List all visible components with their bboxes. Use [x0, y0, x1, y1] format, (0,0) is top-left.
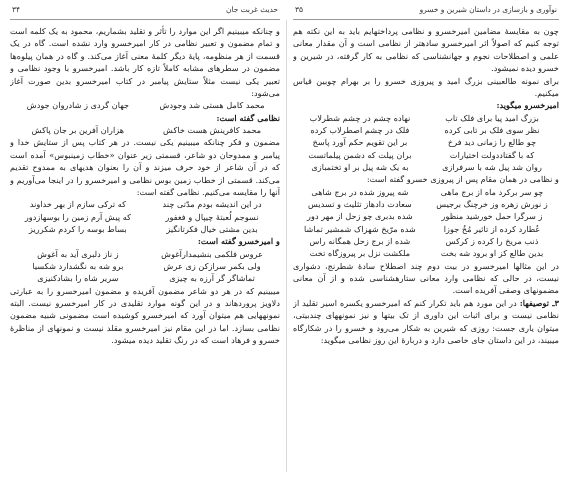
verse-block-1 [10, 99, 280, 111]
hemistich: محمد کافرینش هست خاکش [163, 125, 262, 136]
section-paragraph [293, 297, 559, 347]
left-page-header [10, 0, 280, 20]
hemistich: نهاده چشم در چشم شطرلاب [309, 112, 411, 123]
running-title: حدیث غربت جان [226, 5, 278, 14]
verse-block-4 [10, 248, 280, 285]
hemistich: سعادت دادهاز تثلیث و تسدیس [307, 199, 412, 210]
hemistich: ز نورش زهره وز خرچنگ برجیس [436, 199, 548, 210]
hemistich: نسوجم لُعبتهٔ چیپال و فغفور [165, 211, 259, 222]
hemistich: برو شه به نگشدارد شکسیا [32, 261, 124, 272]
hemistich: چو طالع را زمانی دید فرخ [447, 137, 537, 148]
couplet [10, 211, 280, 223]
couplet [293, 161, 559, 173]
opening-paragraph: و چنانکه میبینیم اگر این موارد را تأثر و تقلید بشماریم، محمود به یک کلمه است و تمام مضمون و تعبیر نظامی در کار امیرخسرو وارد نشده است. گاه در یک قسمت از هر منظومه، پایهٔ دیگر کلمهٔ معنی آغاز می‌کند. و گاه در همان پیلوه‌ها مضمون در سطرهای مشابه کاملاً تازه کار باشد. امیرخسرو با وجود نظامی و تعبیر یکی نیست مثلاً ستایش پیامبر در کتاب امیرخسرو بدین صورت آغاز می‌شود: [10, 26, 280, 99]
couplet [293, 149, 559, 161]
hemistich: در این اندیشه بودم مدّتی چند [162, 199, 262, 210]
hemistich: چو سر برکرد ماه از برج ماهی [440, 186, 544, 197]
verse-block-2 [293, 186, 559, 260]
verse-block-1 [293, 112, 559, 173]
analysis-paragraph: در این مثالها امیرخسرو در بیت دوم چند اصطلاح سادهٔ شطرنج، دشواری نیست، در حالی که نظامی وارد معانی ستارهشناسی شده و از آن معانی مضمونهای وصفی آفریده است. [293, 260, 559, 296]
hemistich: به یک شه پیل بر او تختمبازی [311, 162, 409, 173]
hemistich: که با گفتاددولت اختیارات [449, 149, 535, 160]
hemistich: که ترکی سازم از بهر خداوند [29, 199, 126, 210]
couplet [293, 112, 559, 124]
poet-attribution: امیرخسرو میگوید: [496, 100, 559, 111]
right-page [293, 0, 559, 479]
hemistich: بدین مشتی خیال فکرتانگیز [166, 224, 258, 235]
hemistich: تماشاگر گر آرزه به چیزی [169, 273, 255, 284]
couplet [293, 247, 559, 259]
couplet [293, 198, 559, 210]
hemistich: شده بدبری چو زحل از مهر دور [307, 211, 413, 222]
hemistich: فلک در چشم اصطرلاب کرده [310, 125, 410, 136]
couplet [293, 124, 559, 136]
couplet [10, 223, 280, 235]
poet-attribution: نظامی گفته است: [216, 112, 280, 123]
hemistich: بزرگ امید پیا برای فلک تاب [445, 112, 539, 123]
verse-intro: برای نمونه طالعبینی بزرگ امید و پیروزی خسرو را بر بهرام چوبین قیاس میکنیم. [293, 75, 559, 99]
hemistich: نظر سوی فلک بر تابی کرده [444, 125, 540, 136]
couplet [10, 198, 280, 210]
hemistich: شه پیروز شده در برج شاهی [311, 186, 409, 197]
couplet [293, 136, 559, 148]
hemistich: محمد کامل هستی شد وجودش [159, 100, 265, 111]
hemistich: ز ناز دلبری آید به آغوش [37, 248, 119, 259]
couplet [10, 272, 280, 284]
couplet [10, 248, 280, 260]
middle-paragraph: مضمون و فکر چنانکه میبینیم یکی نیست. در هر کتاب پس از ستایش خدا و پیامبر و ممدوحان دو شاعر، قسمتی زیر عنوان «خطاب زمینبوس» آمده است که در آن شاعر از خود حرف میزند و آن را بعنوان هدیهای به ممدوح تقدیم می‌کند. قسمتی از خطاب زمین بوس نظامی و امیرخسرو را در اینجا می‌آوریم و آنها را مقایسه می‌کنیم. نظامی گفته است: [10, 137, 280, 198]
hemistich: ولی بکمر سرازکن زی عرش [163, 261, 261, 272]
hemistich: سریر شاه را بشادکنیزی [37, 273, 119, 284]
couplet [10, 99, 280, 111]
couplet [293, 186, 559, 198]
hemistich: بساط بوسه را کردم شکرریز [29, 224, 127, 235]
hemistich: بدین طالع کز او برود شه بخت [440, 248, 544, 259]
hemistich: جهان گردی ز شادروان جودش [26, 100, 130, 111]
closing-paragraph: میبینیم که در هر دو شاعر مضمون آفریده و مضمون امیرخسرو را به عبارتی دلاویز پروردهاند و در این گونه موارد تقلیدی در کار امیرخسرو نیست. البته نمونههایی هم میتوان آورد که امیرخسرو کوشیده است مضمونی شبیه مضمون نظامی بسازد. اما در این مقام نیز امیرخسرو مقلد نیست و نمونهای از مناظرهٔ خسرو و فرهاد است که در رنگ تقلید دیده میشود. [10, 285, 280, 346]
opening-paragraph: چون به مقایسهٔ مضامین امیرخسرو و نظامی پرداختهایم باید به این نکته هم توجه کنیم که اصولاً اثر امیرخسرو سادهتر از نظامی است و آن مقدار معانی علمی و اصطلاحات نجوم و جهانشناسی که نظامی به کار گرفته، در شیرین و خسرو دیده نمیشود. [293, 26, 559, 74]
verse-block-2 [10, 124, 280, 136]
verse-block-3 [10, 198, 280, 235]
hemistich: هزاران آفرین بر جان پاکش [31, 125, 125, 136]
gutter [286, 20, 287, 472]
verse-intro: و نظامی در همان مقام پس از پیروزی خسرو گفته است: [366, 174, 559, 185]
hemistich: شده مرّیخ شهزاک شمشیر تماشا [304, 223, 416, 234]
hemistich: ذنب مریخ را کرده ز کرکس [445, 235, 539, 246]
couplet [10, 260, 280, 272]
hemistich: بران پیلت که دشمن پیلماتست [308, 149, 412, 160]
left-page [10, 0, 280, 479]
hemistich: شده از برج زحل همگانه راس [309, 235, 411, 246]
section-text: در این مورد هم باید تکرار کنم که امیرخسرو یکسره اسیر تقلید از نظامی نیست و برای اثبات این داوری از تک بیتها و نیز نمونههای چندبیتی، میتوان یاری جست: روزی که شیرین به شکار می‌رود و خسرو را در شکارگاه میبیند، در این داستان جای خاصی دارد و دربارهٔ این روز نظامی میگوید: [293, 297, 559, 345]
hemistich: که پیش آرم زمین را بوسهازدور [24, 211, 132, 222]
section-label: ۳ـ توصیفها: [519, 297, 559, 308]
running-title: نوآوری و بازسازی در داستان شیرین و خسرو [419, 5, 557, 14]
poet-attribution: و امیرخسرو گفته است: [197, 236, 280, 247]
hemistich: بر این تقویم حکم آورد پاسخ [312, 137, 408, 148]
hemistich: عُطارد کرده از تاثیر مُخُ جوزا [443, 223, 541, 234]
page-number: ۳۴ [12, 5, 20, 14]
hemistich: عروس فلکمی بنشیمدارآغوش [161, 248, 263, 259]
page-number: ۳۵ [295, 5, 303, 14]
hemistich: ملکشت نزل بر پیروزگاه تخت [309, 248, 411, 259]
couplet [10, 124, 280, 136]
couplet [293, 235, 559, 247]
couplet [293, 223, 559, 235]
right-page-header [293, 0, 559, 20]
couplet [293, 210, 559, 222]
hemistich: روان شد پیل شه با سرفرازی [442, 162, 542, 173]
hemistich: ز سرگرا حمل خورشید منظور [441, 211, 543, 222]
